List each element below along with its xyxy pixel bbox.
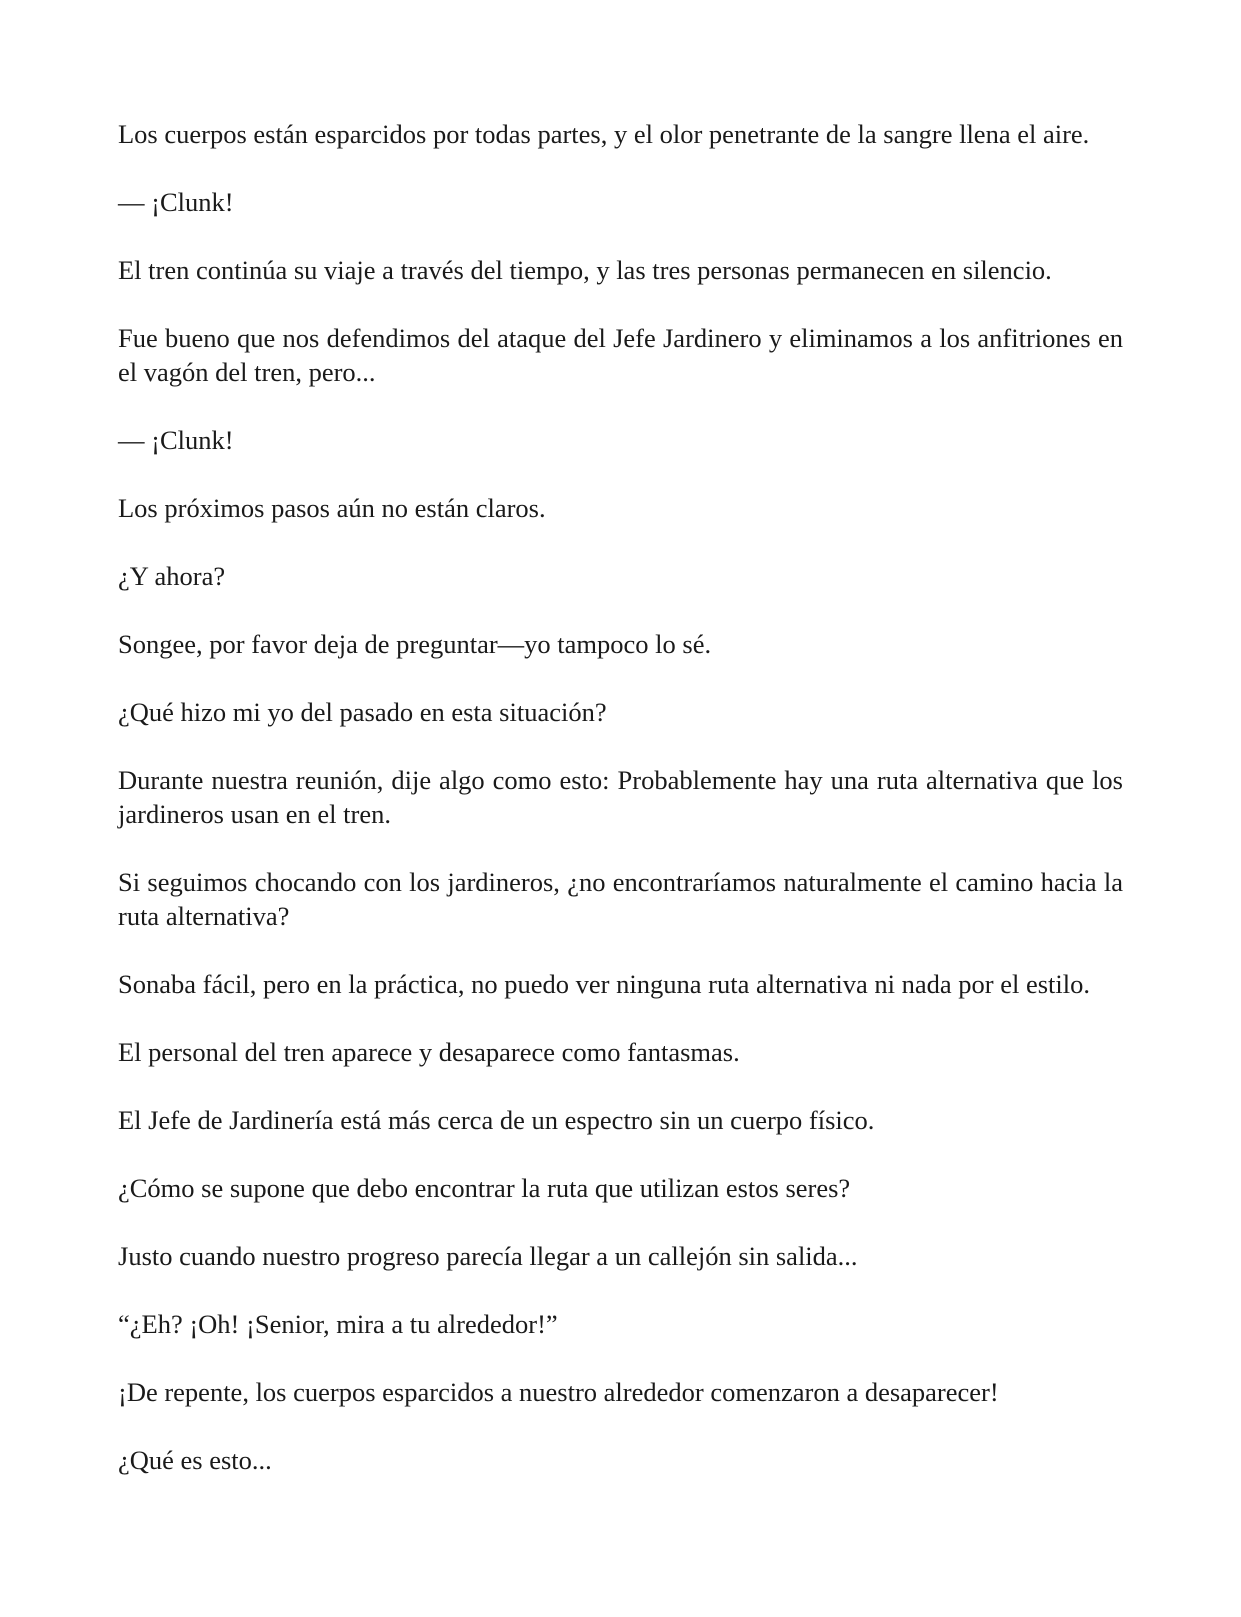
- paragraph: El tren continúa su viaje a través del tiempo, y las tres personas permanecen en silencio.: [118, 255, 1052, 285]
- paragraph: Si seguimos chocando con los jardineros, ¿no encontraríamos naturalmente el camino hacia la ruta alternativa?: [118, 867, 1123, 931]
- paragraph: Los próximos pasos aún no están claros.: [118, 493, 546, 523]
- paragraph: “¿Eh? ¡Oh! ¡Senior, mira a tu alrededor!”: [118, 1309, 558, 1339]
- paragraph: ¿Qué es esto...: [118, 1445, 272, 1475]
- paragraph: Justo cuando nuestro progreso parecía llegar a un callejón sin salida...: [118, 1241, 858, 1271]
- paragraph: Los cuerpos están esparcidos por todas partes, y el olor penetrante de la sangre llena el aire.: [118, 119, 1090, 149]
- paragraph: Fue bueno que nos defendimos del ataque del Jefe Jardinero y eliminamos a los anfitriones en el vagón del tren, pero...: [118, 323, 1123, 387]
- paragraph: Sonaba fácil, pero en la práctica, no puedo ver ninguna ruta alternativa ni nada por el estilo.: [118, 969, 1091, 999]
- paragraph: — ¡Clunk!: [118, 425, 234, 455]
- paragraph: El personal del tren aparece y desaparece como fantasmas.: [118, 1037, 740, 1067]
- paragraph: — ¡Clunk!: [118, 187, 234, 217]
- paragraph: Songee, por favor deja de preguntar—yo tampoco lo sé.: [118, 629, 712, 659]
- document-body: [118, 117, 1123, 1511]
- paragraph: ¡De repente, los cuerpos esparcidos a nuestro alrededor comenzaron a desaparecer!: [118, 1377, 999, 1407]
- paragraph: ¿Cómo se supone que debo encontrar la ruta que utilizan estos seres?: [118, 1173, 851, 1203]
- paragraph: ¿Y ahora?: [118, 561, 226, 591]
- paragraph: ¿Qué hizo mi yo del pasado en esta situación?: [118, 697, 607, 727]
- paragraph: Durante nuestra reunión, dije algo como esto: Probablemente hay una ruta alternativa que los jardineros usan en el tren.: [118, 765, 1123, 829]
- paragraph: El Jefe de Jardinería está más cerca de un espectro sin un cuerpo físico.: [118, 1105, 875, 1135]
